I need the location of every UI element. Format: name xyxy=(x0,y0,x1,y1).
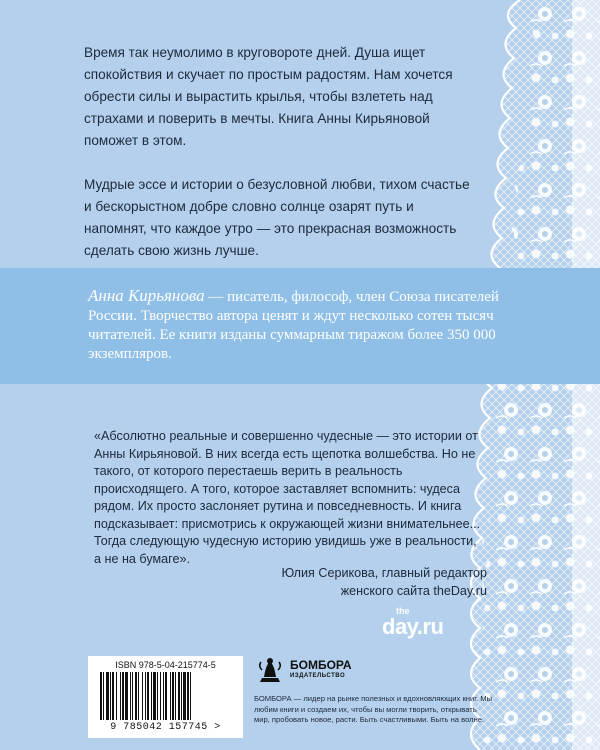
quote-author-role-line2: женского сайта theDay.ru xyxy=(340,583,487,598)
author-bio-text: — писатель, философ, член Союза писателей России. Творчество автора ценят и ждут несколько сотен тысяч читателей. Ее книги изданы суммарным тиражом более 350 000 экземпляров. xyxy=(88,289,499,362)
theday-logo-small: the xyxy=(396,606,410,616)
theday-logo-big: day.ru xyxy=(382,614,444,639)
publisher-logo xyxy=(256,656,352,691)
barcode xyxy=(88,656,243,738)
quote-author-role: , главный редактор xyxy=(374,566,487,580)
quote-author-name: Юлия Серикова xyxy=(281,566,375,580)
author-name: Анна Кирьянова xyxy=(88,286,205,305)
quote-attribution xyxy=(200,565,487,600)
author-bio xyxy=(88,286,508,364)
publisher-subtitle: ИЗДАТЕЛЬСТВО xyxy=(290,673,346,679)
publisher-name: БОМБОРА xyxy=(290,658,352,672)
blurb-paragraph-1: Время так неумолимо в круговороте дней. Душа ищет спокойствия и скучает по простым радостям. Нам хочется обрести силы и вырастить крылья, чтобы взлететь над страхами и поверить в мечты. Книга Анны Кирьяновой поможет в этом. xyxy=(84,45,453,148)
blurb-paragraph-2: Мудрые эссе и истории о безусловной любви, тихом счастье и бескорыстном добре словно солнце озарят путь и напомнят, что каждое утро — это прекрасная возможность сделать свою жизнь лучше. xyxy=(84,177,470,258)
publisher-emblem-icon xyxy=(256,656,284,686)
barcode-bars xyxy=(98,672,233,722)
review-quote: «Абсолютно реальные и совершенно чудесные — это истории от Анны Кирьяновой. В них всегда есть щепотка волшебства. Но не такого, от которого перестаешь верить в реальность происходящего. А того, которое заставляет вспомнить: чудеса рядом. Их просто заслоняет рутина и повседневность. И книга подсказывает: присмотрись к окружающей жизни внимательнее... Тогда следующую чудесную историю увидишь уже в реальности, а не на бумаге». xyxy=(94,429,481,566)
isbn-text: ISBN 978-5-04-215774-5 xyxy=(115,660,216,670)
book-blurb xyxy=(84,42,474,284)
publisher-description: БОМБОРА — лидер на рынке полезных и вдохновляющих книг. Мы любим книги и создаем их, чтобы вы могли творить, открывать мир, пробовать новое, расти. Быть счастливыми. Быть на волне. xyxy=(254,694,493,724)
author-band xyxy=(0,268,600,384)
barcode-number: 9 785042 157745 > xyxy=(110,722,221,733)
